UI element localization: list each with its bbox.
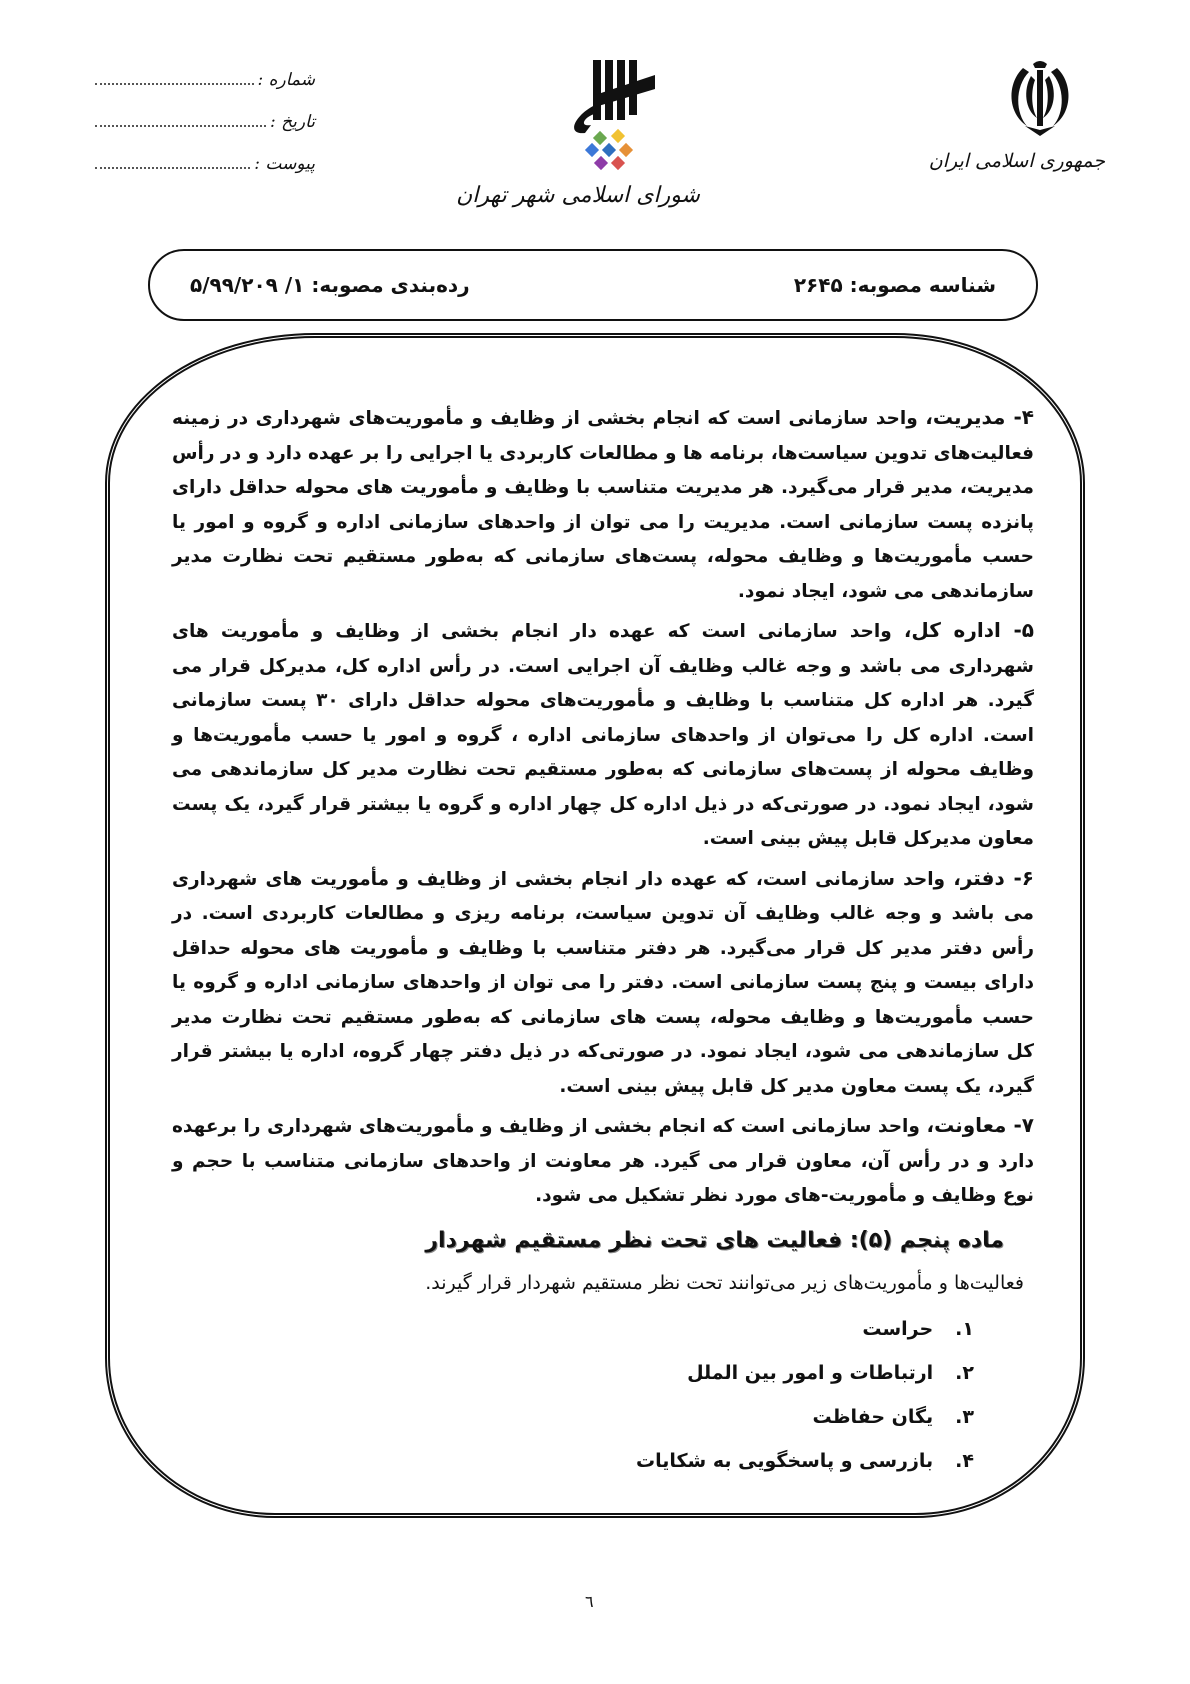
paragraph-deputy	[172, 1108, 1034, 1214]
field-attachment	[95, 154, 315, 196]
term-management: ۴- مدیریت،	[925, 405, 1034, 429]
paragraph-text: واحد سازمانی است، که عهده دار انجام بخشی از وظایف و مأموریت های شهرداری می باشد و وجه غالب وظایف آن تدوین سیاست، برنامه ریزی و مطالعات کاربردی است. در رأس دفتر مدیر کل قرار می‌گیرد. هر دفتر متناسب با وظایف و مأموریت های محوله حداقل دارای بیست و پنج پست سازمانی است. دفتر را می توان از واحدهای سازمانی اداره و گروه یا حسب مأموریت‌ها و وظایف محوله، پست های سازمانی که به‌طور مستقیم تحت نظارت مدیر کل سازماندهی می شود، ایجاد نمود. در صورتی‌که در ذیل دفتر چهار گروه، اداره یا بیشتر قرار گیرد، یک پست معاون مدیر کل قابل پیش بینی است.	[172, 868, 1034, 1097]
paragraph-text: واحد سازمانی است که انجام بخشی از وظایف و مأموریت‌های شهرداری در زمینه فعالیت‌های تدوین سیاست‌ها، برنامه ها و مطالعات کاربردی یا اجرایی را بر عهده دارد و در رأس مدیریت، مدیر قرار می‌گیرد. هر مدیریت متناسب با وظایف و مأموریت های محوله حداقل دارای پانزده پست سازمانی است. مدیریت را می توان از واحدهای سازمانی اداره و گروه و امور یا حسب مأموریت‌ها و وظایف محوله، پست‌های سازمانی که به‌طور مستقیم تحت نظارت مدیر سازماندهی می شود، ایجاد نمود.	[172, 408, 1034, 602]
field-number-label: شماره :	[257, 70, 315, 90]
list-item	[172, 1395, 974, 1439]
list-number: ۳.	[955, 1405, 974, 1428]
term-general-directorate: ۵- اداره کل،	[903, 618, 1034, 642]
resolution-id: شناسه مصوبه: ۲۶۴۵	[793, 273, 996, 297]
iran-emblem	[928, 58, 1105, 172]
council-logo-icon	[555, 55, 665, 175]
list-label: یگان حفاظت	[812, 1405, 934, 1428]
mayor-activities-list	[172, 1307, 1034, 1483]
paragraph-text: واحد سازمانی است که انجام بخشی از وظایف و مأموریت‌های شهرداری را برعهده دارد و در رأس آن، معاون قرار می گیرد. هر معاونت از واحدهای سازمانی متناسب با حجم و نوع وظایف و مأموریت-های مورد نظر تشکیل می شود.	[172, 1116, 1034, 1206]
list-label: حراست	[862, 1317, 934, 1340]
tehran-council-logo	[456, 55, 700, 208]
emblem-caption: جمهوری اسلامی ایران	[928, 150, 1105, 172]
iran-emblem-icon	[1005, 58, 1075, 138]
term-office: ۶- دفتر،	[953, 865, 1034, 890]
field-attachment-line	[95, 167, 250, 169]
list-number: ۲.	[955, 1361, 974, 1384]
list-label: بازرسی و پاسخگویی به شکایات	[636, 1449, 934, 1472]
list-item	[172, 1351, 974, 1395]
field-date	[95, 112, 315, 154]
field-number-line	[95, 83, 254, 85]
list-label: ارتباطات و امور بین الملل	[687, 1361, 934, 1384]
resolution-classification: رده‌بندی مصوبه: ۱/ ۵/۹۹/۲۰۹	[190, 273, 470, 297]
paragraph-management	[172, 400, 1034, 609]
paragraph-text: واحد سازمانی است که عهده دار انجام بخشی از وظایف و مأموریت های شهرداری می باشد و وجه غالب وظایف آن اجرایی است. در رأس اداره کل، مدیرکل قرار می گیرد. هر اداره کل متناسب با وظایف و مأموریت‌های محوله حداقل دارای ۳۰ پست سازمانی است. اداره کل را می‌توان از واحدهای سازمانی اداره ، گروه و امور یا حسب مأموریت‌ها و وظایف محوله از پست‌های سازمانی که به‌طور مستقیم تحت نظارت مدیر کل سازماندهی می شود، ایجاد نمود. در صورتی‌که در ذیل اداره کل چهار اداره و گروه یا بیشتر قرار گیرد، یک پست معاون مدیرکل قابل پیش بینی است.	[172, 621, 1034, 849]
field-date-label: تاریخ :	[270, 112, 315, 132]
council-caption: شورای اسلامی شهر تهران	[456, 183, 700, 208]
resolution-id-strip	[148, 249, 1038, 321]
field-number	[95, 70, 315, 112]
field-date-line	[95, 125, 266, 127]
list-item	[172, 1307, 974, 1351]
paragraph-general-directorate	[172, 613, 1034, 857]
article-five-heading: ماده پنجم (۵): فعالیت های تحت نظر مستقیم شهردار	[425, 1227, 1004, 1253]
letterhead	[0, 0, 1190, 240]
page-number: ٦	[585, 1592, 594, 1611]
article-five-intro: فعالیت‌ها و مأموریت‌های زیر می‌توانند تحت نظر مستقیم شهردار قرار گیرند.	[425, 1272, 1024, 1294]
letter-meta-fields	[95, 70, 315, 196]
paragraph-office	[172, 861, 1034, 1105]
term-deputy: ۷- معاونت،	[926, 1113, 1034, 1137]
list-number: ۴.	[955, 1449, 974, 1472]
field-attachment-label: پیوست :	[254, 154, 315, 174]
list-item	[172, 1439, 974, 1483]
document-body	[172, 400, 1034, 1483]
list-number: ۱.	[955, 1317, 974, 1340]
